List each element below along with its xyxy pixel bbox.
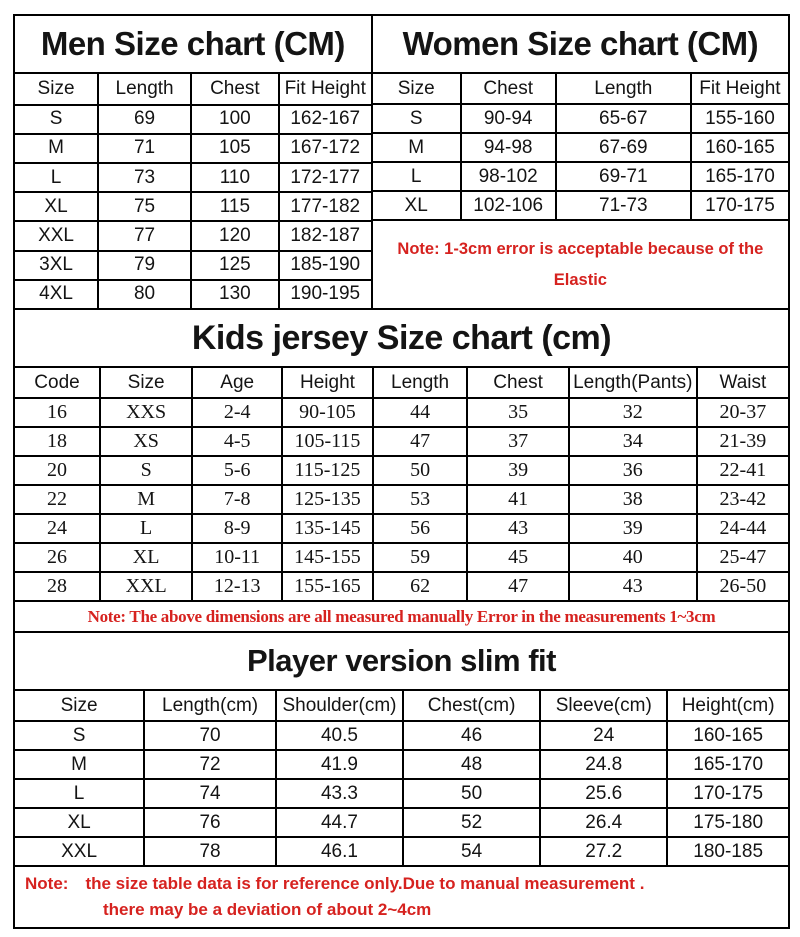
table-cell: 8-9 bbox=[192, 514, 282, 543]
table-cell: 145-155 bbox=[282, 543, 373, 572]
table-cell: L bbox=[372, 162, 461, 191]
player-version-table bbox=[13, 631, 790, 929]
kids-measurement-note: Note: The above dimensions are all measured manually Error in the measurements 1~3cm bbox=[14, 601, 789, 632]
player-note-label: Note: bbox=[25, 874, 69, 893]
table-cell: 45 bbox=[467, 543, 569, 572]
table-row bbox=[372, 162, 789, 191]
table-cell: 38 bbox=[569, 485, 697, 514]
table-row bbox=[14, 750, 789, 779]
player-header-row bbox=[14, 690, 789, 721]
table-cell: 46 bbox=[403, 721, 540, 750]
table-cell: 155-165 bbox=[282, 572, 373, 601]
men-title-row bbox=[14, 15, 372, 73]
table-row bbox=[14, 280, 372, 309]
player-note-row bbox=[14, 866, 789, 928]
table-cell: 90-105 bbox=[282, 398, 373, 427]
table-cell: 10-11 bbox=[192, 543, 282, 572]
table-cell: 16 bbox=[14, 398, 100, 427]
player-title-row bbox=[14, 632, 789, 690]
table-cell: 24-44 bbox=[697, 514, 789, 543]
column-header: Chest bbox=[461, 73, 556, 104]
kids-header-row bbox=[14, 367, 789, 398]
kids-chart-title: Kids jersey Size chart (cm) bbox=[14, 309, 789, 367]
table-cell: 20-37 bbox=[697, 398, 789, 427]
table-cell: 94-98 bbox=[461, 133, 556, 162]
column-header: Size bbox=[14, 73, 98, 104]
table-cell: 71-73 bbox=[556, 191, 691, 220]
table-cell: 2-4 bbox=[192, 398, 282, 427]
table-cell: 182-187 bbox=[279, 221, 372, 250]
table-cell: 165-170 bbox=[691, 162, 789, 191]
table-cell: 32 bbox=[569, 398, 697, 427]
table-cell: 110 bbox=[191, 163, 279, 192]
table-cell: 79 bbox=[98, 251, 191, 280]
table-cell: 22-41 bbox=[697, 456, 789, 485]
women-note-row bbox=[372, 220, 789, 309]
table-cell: 120 bbox=[191, 221, 279, 250]
column-header: Size bbox=[14, 690, 144, 721]
table-cell: XL bbox=[14, 192, 98, 221]
women-size-table bbox=[371, 14, 790, 310]
table-cell: 170-175 bbox=[691, 191, 789, 220]
column-header: Length bbox=[556, 73, 691, 104]
table-cell: XL bbox=[100, 543, 192, 572]
column-header: Chest(cm) bbox=[403, 690, 540, 721]
column-header: Sleeve(cm) bbox=[540, 690, 667, 721]
table-cell: 100 bbox=[191, 105, 279, 134]
column-header: Length(Pants) bbox=[569, 367, 697, 398]
table-cell: 25-47 bbox=[697, 543, 789, 572]
table-cell: 53 bbox=[373, 485, 468, 514]
table-cell: 27.2 bbox=[540, 837, 667, 866]
table-row bbox=[14, 808, 789, 837]
table-cell: 165-170 bbox=[667, 750, 789, 779]
table-cell: 44 bbox=[373, 398, 468, 427]
kids-note-row bbox=[14, 601, 789, 632]
table-cell: 54 bbox=[403, 837, 540, 866]
table-cell: 21-39 bbox=[697, 427, 789, 456]
table-cell: XXS bbox=[100, 398, 192, 427]
player-note-text2: there may be a deviation of about 2~4cm bbox=[103, 900, 432, 919]
table-cell: 24 bbox=[14, 514, 100, 543]
table-cell: 76 bbox=[144, 808, 276, 837]
table-cell: 3XL bbox=[14, 251, 98, 280]
table-cell: 72 bbox=[144, 750, 276, 779]
table-cell: 37 bbox=[467, 427, 569, 456]
table-cell: S bbox=[372, 104, 461, 133]
adult-size-section bbox=[13, 14, 790, 310]
table-row bbox=[14, 779, 789, 808]
table-cell: 102-106 bbox=[461, 191, 556, 220]
table-cell: 43.3 bbox=[276, 779, 403, 808]
table-cell: 43 bbox=[467, 514, 569, 543]
table-cell: 71 bbox=[98, 134, 191, 163]
table-cell: 47 bbox=[467, 572, 569, 601]
kids-title-row bbox=[14, 309, 789, 367]
table-cell: 23-42 bbox=[697, 485, 789, 514]
men-header-row bbox=[14, 73, 372, 104]
table-row bbox=[14, 427, 789, 456]
table-cell: 26 bbox=[14, 543, 100, 572]
table-cell: 28 bbox=[14, 572, 100, 601]
table-cell: 160-165 bbox=[691, 133, 789, 162]
table-cell: 35 bbox=[467, 398, 569, 427]
table-cell: 4XL bbox=[14, 280, 98, 309]
table-cell: L bbox=[100, 514, 192, 543]
table-cell: 43 bbox=[569, 572, 697, 601]
player-reference-note bbox=[14, 866, 789, 928]
table-row bbox=[14, 398, 789, 427]
table-cell: 190-195 bbox=[279, 280, 372, 309]
table-cell: XXL bbox=[14, 221, 98, 250]
column-header: Size bbox=[100, 367, 192, 398]
table-cell: 26.4 bbox=[540, 808, 667, 837]
table-cell: 62 bbox=[373, 572, 468, 601]
table-cell: 46.1 bbox=[276, 837, 403, 866]
table-row bbox=[14, 163, 372, 192]
table-cell: 56 bbox=[373, 514, 468, 543]
table-row bbox=[372, 133, 789, 162]
table-cell: 162-167 bbox=[279, 105, 372, 134]
table-cell: 90-94 bbox=[461, 104, 556, 133]
table-row bbox=[14, 456, 789, 485]
column-header: Age bbox=[192, 367, 282, 398]
table-cell: 125 bbox=[191, 251, 279, 280]
table-cell: 75 bbox=[98, 192, 191, 221]
column-header: Size bbox=[372, 73, 461, 104]
kids-size-table bbox=[13, 308, 790, 633]
table-cell: 125-135 bbox=[282, 485, 373, 514]
table-cell: 77 bbox=[98, 221, 191, 250]
women-table-body bbox=[372, 104, 789, 220]
table-cell: 50 bbox=[403, 779, 540, 808]
women-chart-title: Women Size chart (CM) bbox=[372, 15, 789, 73]
women-header-row bbox=[372, 73, 789, 104]
table-cell: 41.9 bbox=[276, 750, 403, 779]
column-header: Chest bbox=[467, 367, 569, 398]
table-cell: 80 bbox=[98, 280, 191, 309]
table-cell: M bbox=[100, 485, 192, 514]
table-cell: M bbox=[14, 750, 144, 779]
table-row bbox=[14, 105, 372, 134]
table-cell: 5-6 bbox=[192, 456, 282, 485]
table-row bbox=[14, 543, 789, 572]
table-cell: 160-165 bbox=[667, 721, 789, 750]
table-cell: 18 bbox=[14, 427, 100, 456]
table-cell: 115 bbox=[191, 192, 279, 221]
table-row bbox=[14, 192, 372, 221]
column-header: Height(cm) bbox=[667, 690, 789, 721]
table-cell: 167-172 bbox=[279, 134, 372, 163]
column-header: Chest bbox=[191, 73, 279, 104]
table-cell: 34 bbox=[569, 427, 697, 456]
table-cell: 155-160 bbox=[691, 104, 789, 133]
table-cell: M bbox=[372, 133, 461, 162]
table-row bbox=[14, 572, 789, 601]
men-chart-title: Men Size chart (CM) bbox=[14, 15, 372, 73]
table-cell: 48 bbox=[403, 750, 540, 779]
player-chart-title: Player version slim fit bbox=[14, 632, 789, 690]
table-cell: 40 bbox=[569, 543, 697, 572]
table-cell: 74 bbox=[144, 779, 276, 808]
table-row bbox=[14, 721, 789, 750]
table-cell: 25.6 bbox=[540, 779, 667, 808]
table-cell: 24.8 bbox=[540, 750, 667, 779]
table-cell: 44.7 bbox=[276, 808, 403, 837]
table-cell: 180-185 bbox=[667, 837, 789, 866]
table-cell: 185-190 bbox=[279, 251, 372, 280]
table-cell: 39 bbox=[569, 514, 697, 543]
table-cell: 105 bbox=[191, 134, 279, 163]
table-cell: 175-180 bbox=[667, 808, 789, 837]
table-cell: 67-69 bbox=[556, 133, 691, 162]
table-cell: 41 bbox=[467, 485, 569, 514]
table-cell: L bbox=[14, 779, 144, 808]
column-header: Height bbox=[282, 367, 373, 398]
table-row bbox=[14, 251, 372, 280]
table-cell: 59 bbox=[373, 543, 468, 572]
table-cell: S bbox=[14, 721, 144, 750]
column-header: Waist bbox=[697, 367, 789, 398]
table-cell: M bbox=[14, 134, 98, 163]
table-row bbox=[14, 134, 372, 163]
table-cell: XXL bbox=[100, 572, 192, 601]
table-cell: 78 bbox=[144, 837, 276, 866]
table-cell: XL bbox=[372, 191, 461, 220]
table-row bbox=[14, 837, 789, 866]
table-cell: 12-13 bbox=[192, 572, 282, 601]
table-cell: 130 bbox=[191, 280, 279, 309]
men-table-body bbox=[14, 105, 372, 309]
table-cell: 105-115 bbox=[282, 427, 373, 456]
column-header: Length bbox=[373, 367, 468, 398]
table-cell: XXL bbox=[14, 837, 144, 866]
size-chart-sheet bbox=[13, 14, 790, 929]
table-cell: 20 bbox=[14, 456, 100, 485]
table-cell: 52 bbox=[403, 808, 540, 837]
table-cell: S bbox=[14, 105, 98, 134]
table-cell: 70 bbox=[144, 721, 276, 750]
table-row bbox=[14, 514, 789, 543]
table-cell: 65-67 bbox=[556, 104, 691, 133]
player-note-line1 bbox=[25, 871, 788, 897]
men-size-table bbox=[13, 14, 373, 310]
table-cell: 69-71 bbox=[556, 162, 691, 191]
column-header: Fit Height bbox=[691, 73, 789, 104]
table-cell: 39 bbox=[467, 456, 569, 485]
table-cell: 177-182 bbox=[279, 192, 372, 221]
table-cell: 135-145 bbox=[282, 514, 373, 543]
table-cell: 47 bbox=[373, 427, 468, 456]
table-cell: 98-102 bbox=[461, 162, 556, 191]
table-cell: XL bbox=[14, 808, 144, 837]
table-cell: 50 bbox=[373, 456, 468, 485]
column-header: Code bbox=[14, 367, 100, 398]
table-cell: 170-175 bbox=[667, 779, 789, 808]
table-row bbox=[14, 221, 372, 250]
column-header: Length bbox=[98, 73, 191, 104]
table-cell: S bbox=[100, 456, 192, 485]
table-cell: 24 bbox=[540, 721, 667, 750]
player-table-body bbox=[14, 721, 789, 866]
table-cell: 40.5 bbox=[276, 721, 403, 750]
table-cell: 26-50 bbox=[697, 572, 789, 601]
table-cell: 69 bbox=[98, 105, 191, 134]
table-cell: 22 bbox=[14, 485, 100, 514]
table-row bbox=[372, 191, 789, 220]
table-row bbox=[372, 104, 789, 133]
table-cell: 7-8 bbox=[192, 485, 282, 514]
column-header: Length(cm) bbox=[144, 690, 276, 721]
table-cell: 73 bbox=[98, 163, 191, 192]
kids-table-body bbox=[14, 398, 789, 601]
table-cell: XS bbox=[100, 427, 192, 456]
table-cell: 36 bbox=[569, 456, 697, 485]
table-row bbox=[14, 485, 789, 514]
column-header: Fit Height bbox=[279, 73, 372, 104]
table-cell: 115-125 bbox=[282, 456, 373, 485]
women-elastic-note: Note: 1-3cm error is acceptable because of the Elastic bbox=[372, 220, 789, 309]
women-title-row bbox=[372, 15, 789, 73]
table-cell: L bbox=[14, 163, 98, 192]
column-header: Shoulder(cm) bbox=[276, 690, 403, 721]
player-note-text1: the size table data is for reference only.Due to manual measurement . bbox=[85, 874, 645, 893]
table-cell: 172-177 bbox=[279, 163, 372, 192]
table-cell: 4-5 bbox=[192, 427, 282, 456]
